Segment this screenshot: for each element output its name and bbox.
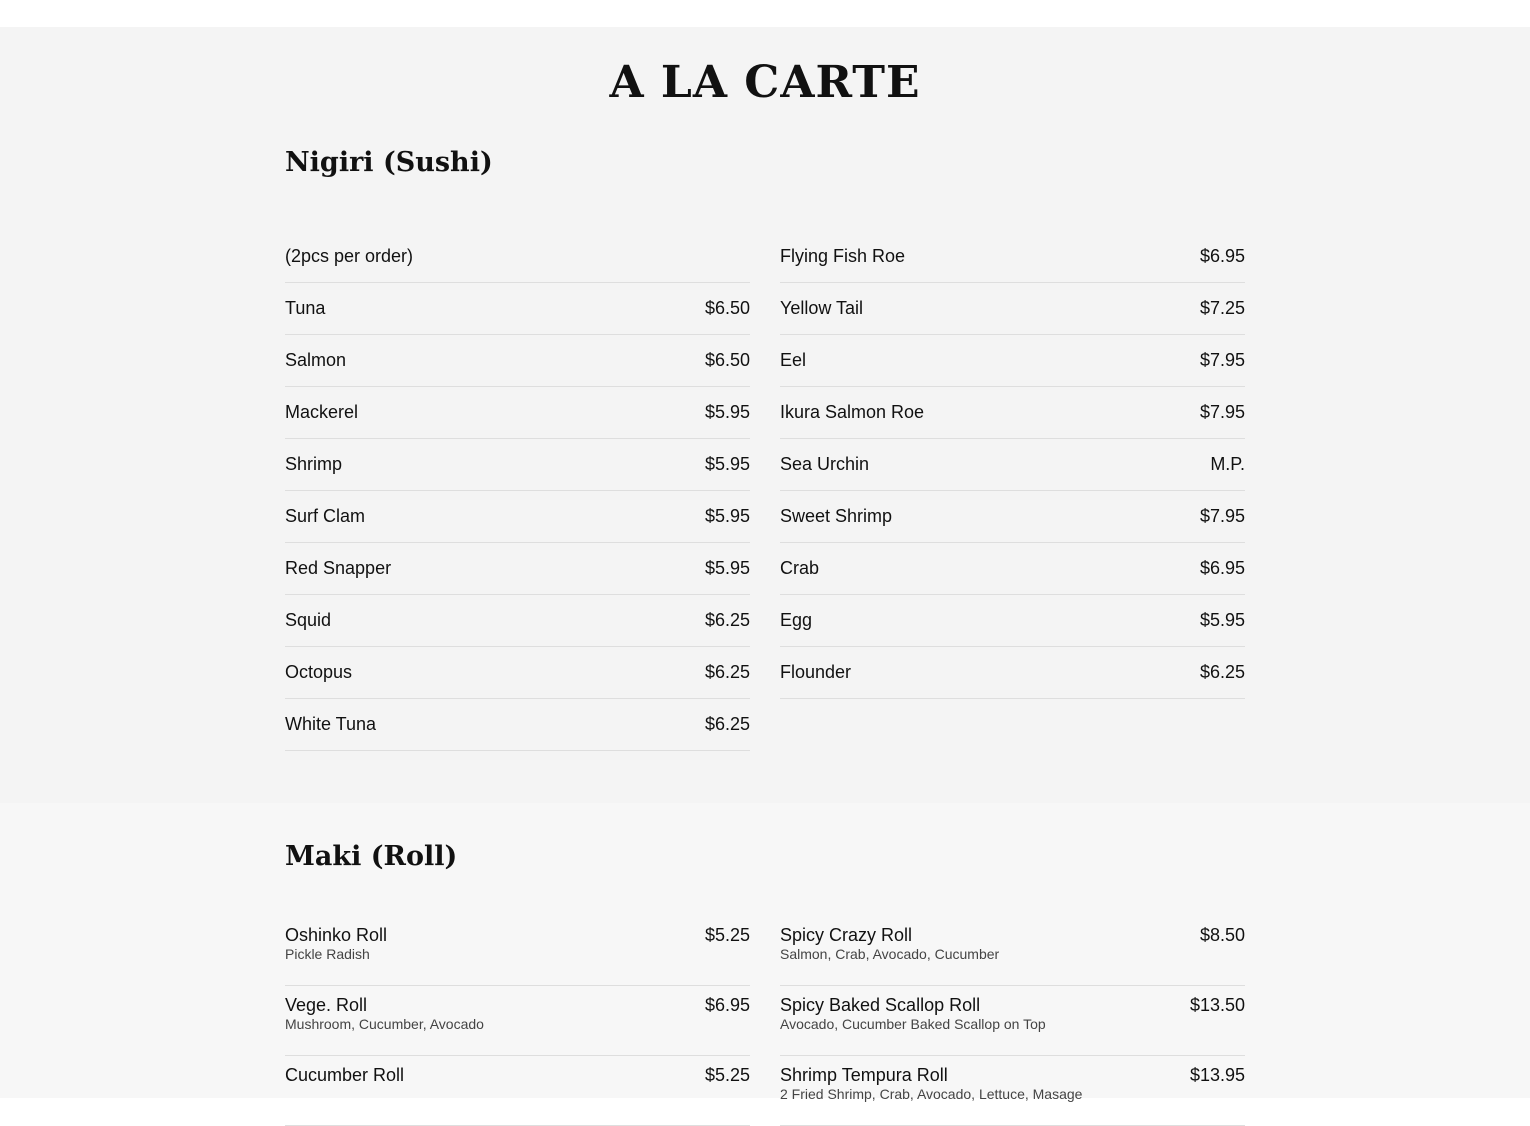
nigiri-heading: Nigiri (Sushi) xyxy=(285,147,493,178)
item-name: Cucumber Roll xyxy=(285,1065,405,1085)
item-price: $7.95 xyxy=(1199,350,1245,370)
item-name: Oshinko Roll xyxy=(285,925,388,945)
item-price: $5.25 xyxy=(704,925,750,945)
menu-item xyxy=(780,231,1245,283)
item-name: Egg xyxy=(780,610,813,630)
item-price: $5.25 xyxy=(704,1065,750,1085)
item-name: Shrimp xyxy=(285,454,343,474)
item-price: $6.95 xyxy=(704,995,750,1015)
item-price: M.P. xyxy=(1210,454,1245,474)
item-name: Tuna xyxy=(285,298,326,318)
item-description: Salmon, Crab, Avocado, Cucumber xyxy=(780,946,1000,962)
menu-item xyxy=(780,283,1245,335)
item-name: Salmon xyxy=(285,350,347,370)
item-price: $6.25 xyxy=(704,714,750,734)
maki-left-column xyxy=(285,916,750,1126)
item-price: $6.25 xyxy=(1199,662,1245,682)
nigiri-note xyxy=(285,231,750,283)
item-name: Eel xyxy=(780,350,807,370)
menu-item xyxy=(285,647,750,699)
item-name: Spicy Crazy Roll xyxy=(780,925,913,945)
menu-item xyxy=(780,335,1245,387)
item-price: $7.95 xyxy=(1199,402,1245,422)
item-price: $7.95 xyxy=(1199,506,1245,526)
item-price: $6.25 xyxy=(704,662,750,682)
item-description: Avocado, Cucumber Baked Scallop on Top xyxy=(780,1016,1046,1032)
item-price: $13.95 xyxy=(1189,1065,1245,1085)
maki-section xyxy=(0,803,1530,1102)
item-price: $5.95 xyxy=(1199,610,1245,630)
item-name: Octopus xyxy=(285,662,353,682)
nigiri-note-text: (2pcs per order) xyxy=(285,246,414,266)
item-price: $7.25 xyxy=(1199,298,1245,318)
item-name: Squid xyxy=(285,610,332,630)
menu-item xyxy=(285,543,750,595)
item-price: $13.50 xyxy=(1189,995,1245,1015)
menu-item xyxy=(285,283,750,335)
item-name: Vege. Roll xyxy=(285,995,368,1015)
item-name: Ikura Salmon Roe xyxy=(780,402,925,422)
maki-right-column xyxy=(780,916,1245,1126)
item-name: Flounder xyxy=(780,662,852,682)
item-description: Mushroom, Cucumber, Avocado xyxy=(285,1016,484,1032)
item-name: Sea Urchin xyxy=(780,454,870,474)
item-price: $8.50 xyxy=(1199,925,1245,945)
page-title: A LA CARTE xyxy=(609,57,921,108)
item-price: $6.95 xyxy=(1199,246,1245,266)
item-price: $5.95 xyxy=(704,402,750,422)
menu-item xyxy=(285,699,750,751)
item-price: $6.50 xyxy=(704,298,750,318)
item-name: Yellow Tail xyxy=(780,298,864,318)
nigiri-left-column xyxy=(285,231,750,751)
item-description: 2 Fried Shrimp, Crab, Avocado, Lettuce, Masage xyxy=(780,1086,1083,1102)
menu-item xyxy=(285,439,750,491)
menu-item xyxy=(780,491,1245,543)
menu-item xyxy=(285,335,750,387)
item-name: Sweet Shrimp xyxy=(780,506,893,526)
nigiri-section xyxy=(0,27,1530,803)
roll-item xyxy=(285,916,750,986)
menu-item xyxy=(285,387,750,439)
roll-item xyxy=(285,986,750,1056)
item-name: Mackerel xyxy=(285,402,359,422)
menu-item xyxy=(780,387,1245,439)
item-name: Shrimp Tempura Roll xyxy=(780,1065,948,1085)
menu-item xyxy=(780,543,1245,595)
item-name: Spicy Baked Scallop Roll xyxy=(780,995,981,1015)
item-name: Red Snapper xyxy=(285,558,392,578)
top-bar xyxy=(0,0,1530,27)
item-name: Surf Clam xyxy=(285,506,366,526)
item-price: $6.50 xyxy=(704,350,750,370)
nigiri-right-column xyxy=(780,231,1245,699)
menu-item xyxy=(780,595,1245,647)
item-price: $5.95 xyxy=(704,506,750,526)
roll-item xyxy=(285,1056,750,1126)
item-price: $6.25 xyxy=(704,610,750,630)
roll-item xyxy=(780,916,1245,986)
item-price: $6.95 xyxy=(1199,558,1245,578)
item-description: Pickle Radish xyxy=(285,946,370,962)
item-price: $5.95 xyxy=(704,454,750,474)
item-name: Crab xyxy=(780,558,820,578)
menu-item xyxy=(285,491,750,543)
maki-heading: Maki (Roll) xyxy=(285,841,458,872)
roll-item xyxy=(780,986,1245,1056)
roll-item xyxy=(780,1056,1245,1126)
menu-item xyxy=(285,595,750,647)
menu-item xyxy=(780,647,1245,699)
item-name: White Tuna xyxy=(285,714,377,734)
item-name: Flying Fish Roe xyxy=(780,246,906,266)
menu-item xyxy=(780,439,1245,491)
item-price: $5.95 xyxy=(704,558,750,578)
